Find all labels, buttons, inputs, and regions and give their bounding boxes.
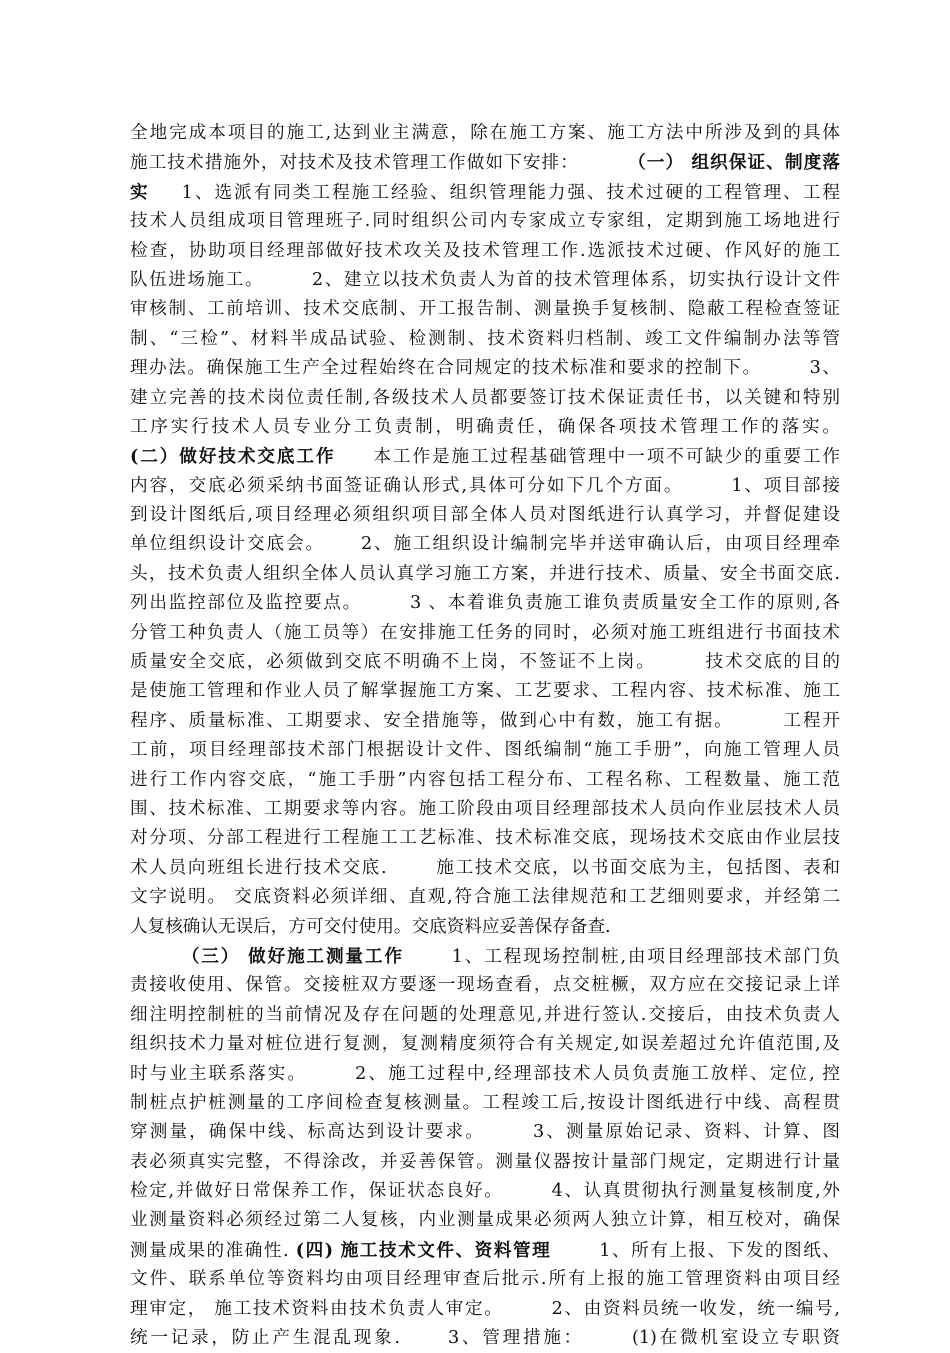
text-run: (1)在微机室设立专职资: [632, 1328, 840, 1349]
document-body: [130, 119, 840, 1353]
text-line: [130, 1206, 840, 1235]
text-line: [130, 854, 840, 883]
text-line: [130, 178, 840, 207]
text-line: [130, 1148, 840, 1177]
text-line: [130, 1324, 840, 1353]
text-run: 2、建立以技术负责人为首的技术管理体系，切实执行设计文件: [312, 269, 840, 290]
text-line: [130, 325, 840, 354]
text-run: 技术交底的目的: [703, 652, 840, 673]
section-heading: （一） 组织保证、制度落: [626, 152, 840, 174]
text-run: 文字说明。 交底资料必须详细、直观,符合施工法律规范和工艺细则要求，并经第二: [130, 887, 840, 908]
text-run: 人复核确认无误后，方可交付使用。交底资料应妥善保存备查.: [130, 916, 611, 937]
text-run: 统一记录，防止产生混乱现象.: [130, 1328, 401, 1349]
text-line: [130, 589, 840, 618]
text-run: 1、选派有同类工程施工经验、组织管理能力强、技术过硬的工程管理、工程: [181, 182, 840, 203]
text-line: [130, 913, 840, 942]
text-line: [130, 942, 840, 971]
text-run: 单位组织设计交底会。: [130, 534, 325, 555]
text-line: [130, 530, 840, 559]
text-run: 文件、联系单位等资料均由项目经理审查后批示.所有上报的施工管理资料由项目经: [130, 1269, 840, 1290]
text-run: 时与业主联系落实。: [130, 1063, 308, 1084]
text-run: 3、测量原始记录、资料、计算、图: [532, 1122, 840, 1143]
text-line: [130, 413, 840, 442]
text-run: 1、工程现场控制桩,由项目经理部技术部门负: [451, 946, 840, 967]
text-run: 1、所有上报、下发的图纸、: [599, 1240, 840, 1261]
text-run: 到设计图纸后,项目经理必须组织项目部全体人员对图纸进行认真学习，并督促建设: [130, 505, 840, 526]
text-run: 队伍进场施工。: [130, 269, 264, 290]
text-run: 分管工种负责人（施工员等）在安排施工任务的同时，必须对施工班组进行书面技术: [130, 622, 840, 643]
section-heading: (二）做好技术交底工作: [130, 446, 336, 468]
text-run: 列出监控部位及监控要点。: [130, 593, 362, 614]
text-run: 表必须真实完整，不得涂改，并妥善保管。测量仪器按计量部门规定，定期进行计量: [130, 1151, 840, 1172]
text-run: 穿测量，确保中线、标高达到设计要求。: [130, 1122, 485, 1143]
text-line: [130, 824, 840, 853]
text-run: 进行工作内容交底，“施工手册”内容包括工程分布、工程名称、工程数量、施工范: [130, 769, 840, 790]
text-line: [130, 560, 840, 589]
text-run: 2、由资料员统一收发，统一编号,: [551, 1298, 840, 1319]
text-line: [130, 1118, 840, 1147]
text-run: 3 、本着谁负责施工谁负责质量安全工作的原则,各: [409, 593, 840, 614]
text-run: 细注明控制桩的当前情况及存在问题的处理意见,并进行签认.交接后，由技术负责人: [130, 1004, 840, 1025]
text-run: 程序、质量标准、工期要求、安全措施等，做到心中有数，施工有据。: [130, 710, 734, 731]
text-run: 3、: [809, 358, 840, 379]
text-run: 质量安全交底，必须做到交底不明确不上岗，不签证不上岗。: [130, 652, 656, 673]
text-line: [130, 736, 840, 765]
text-line: [130, 266, 840, 295]
text-line: [130, 501, 840, 530]
text-run: 理办法。确保施工生产全过程始终在合同规定的技术标准和要求的控制下。: [130, 358, 762, 379]
text-run: 2、施工组织设计编制完毕并送审确认后，由项目经理牵: [360, 534, 840, 555]
section-heading: （三） 做好施工测量工作: [180, 945, 404, 967]
text-run: 建立完善的技术岗位责任制,各级技术人员都要签订技术保证责任书，以关键和特别: [130, 387, 840, 408]
section-heading: (四) 施工技术文件、资料管理: [295, 1239, 552, 1261]
text-run: 施工技术交底，以书面交底为主，包括图、表和: [434, 857, 840, 878]
text-run: 3、管理措施：: [448, 1328, 584, 1349]
text-line: [130, 1030, 840, 1059]
text-run: 4、认真贯彻执行测量复核制度,外: [551, 1181, 840, 1202]
text-run: 内容，交底必须采纳书面签证确认形式,具体可分如下几个方面。: [130, 475, 684, 496]
text-line: [130, 1060, 840, 1089]
text-run: 头，技术负责人组织全体人员认真学习施工方案，并进行技术、质量、安全书面交底.: [130, 563, 840, 584]
text-line: [130, 237, 840, 266]
text-run: 全地完成本项目的施工,达到业主满意，除在施工方案、施工方法中所涉及到的具体: [130, 123, 840, 143]
text-line: [130, 883, 840, 912]
text-line: [130, 1236, 840, 1265]
text-run: 1、项目部接: [731, 475, 840, 496]
text-line: [130, 472, 840, 501]
text-line: [130, 648, 840, 677]
text-line: [130, 971, 840, 1000]
text-line: [130, 1089, 840, 1118]
text-run: 技术人员组成项目管理班子.同时组织公司内专家成立专家组，定期到施工场地进行: [130, 211, 840, 232]
text-line: [130, 1177, 840, 1206]
text-run: 测量成果的准确性.: [130, 1240, 296, 1261]
text-line: [130, 795, 840, 824]
text-line: [130, 295, 840, 324]
text-line: [130, 442, 840, 471]
text-run: 施工技术措施外，对技术及技术管理工作做如下安排：: [130, 153, 579, 174]
text-line: [130, 354, 840, 383]
text-run: 业测量资料必须经过第二人复核，内业测量成果必须两人独立计算，相互校对，确保: [130, 1210, 840, 1231]
text-run: 工程开: [781, 710, 840, 731]
section-heading: 实: [130, 181, 150, 203]
text-line: [130, 148, 840, 177]
text-line: [130, 1001, 840, 1030]
text-line: [130, 1265, 840, 1294]
text-line: [130, 119, 840, 148]
text-run: 2、施工过程中,经理部技术人员负责施工放样、定位, 控: [355, 1063, 840, 1084]
text-run: 工前，项目经理部技术部门根据设计文件、图纸编制“施工手册”，向施工管理人员: [130, 740, 840, 761]
text-run: 组织技术力量对桩位进行复测，复测精度须符合有关规定,如误差超过允许值范围,及: [130, 1034, 840, 1055]
text-run: 理审定， 施工技术资料由技术负责人审定。: [130, 1298, 504, 1319]
text-line: [130, 384, 840, 413]
text-run: 工序实行技术人员专业分工负责制，明确责任，确保各项技术管理工作的落实。: [130, 416, 840, 437]
text-run: 检定,并做好日常保养工作，保证状态良好。: [130, 1181, 504, 1202]
text-line: [130, 707, 840, 736]
text-line: [130, 677, 840, 706]
text-line: [130, 619, 840, 648]
text-run: 审核制、工前培训、技术交底制、开工报告制、测量换手复核制、隐蔽工程检查签证: [130, 299, 840, 320]
text-run: 制桩点护桩测量的工序间检查复核测量。工程竣工后,按设计图纸进行中线、高程贯: [130, 1092, 840, 1113]
text-line: [130, 207, 840, 236]
text-run: 制、“三检”、材料半成品试验、检测制、技术资料归档制、竣工文件编制办法等管: [130, 328, 840, 349]
text-run: 是使施工管理和作业人员了解掌握施工方案、工艺要求、工程内容、技术标准、施工: [130, 681, 840, 702]
text-run: 对分项、分部工程进行工程施工工艺标准、技术标准交底，现场技术交底由作业层技: [130, 828, 840, 849]
text-line: [130, 766, 840, 795]
text-run: 术人员向班组长进行技术交底.: [130, 857, 387, 878]
text-run: 本工作是施工过程基础管理中一项不可缺少的重要工作: [371, 447, 840, 468]
text-line: [130, 1295, 840, 1324]
text-run: 围、技术标准、工期要求等内容。施工阶段由项目经理部技术人员向作业层技术人员: [130, 798, 840, 819]
text-run: 责接收使用、保管。交接桩双方要逐一现场查看，点交桩橛，双方应在交接记录上详: [130, 975, 840, 996]
text-run: 检查，协助项目经理部做好技术攻关及技术管理工作.选派技术过硬、作风好的施工: [130, 240, 840, 261]
